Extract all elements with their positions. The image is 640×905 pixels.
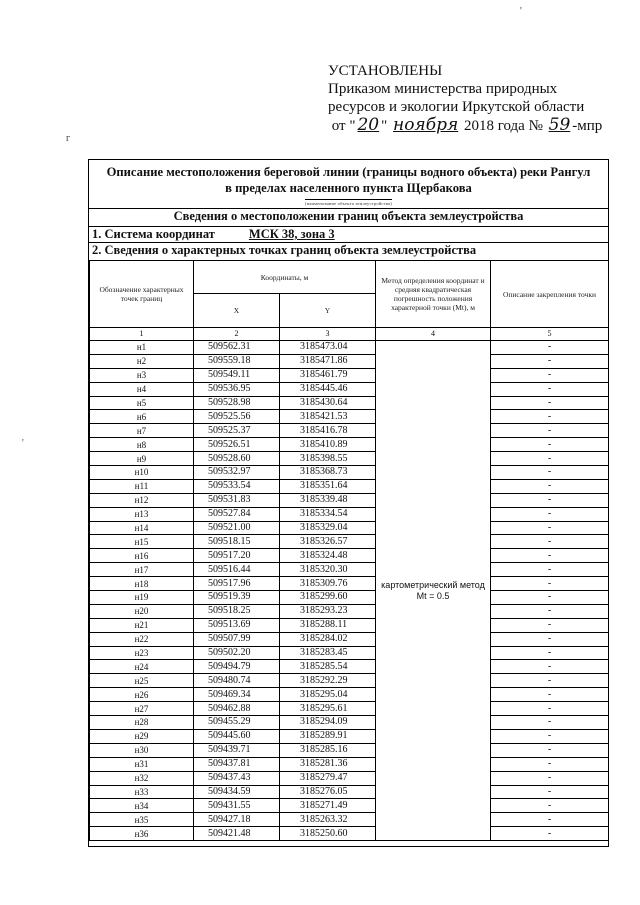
point-label: н3	[90, 368, 194, 382]
point-x: 509445.60	[194, 729, 280, 743]
point-label: н35	[90, 813, 194, 827]
point-y: 3185279.47	[280, 771, 376, 785]
point-description: -	[491, 396, 609, 410]
table-row	[90, 563, 609, 577]
point-x: 509562.31	[194, 341, 280, 355]
point-description: -	[491, 410, 609, 424]
approval-day: 20	[357, 115, 380, 135]
point-x: 509519.39	[194, 591, 280, 605]
table-row	[90, 785, 609, 799]
point-y: 3185471.86	[280, 354, 376, 368]
point-label: н4	[90, 382, 194, 396]
table-row	[90, 521, 609, 535]
point-y: 3185351.64	[280, 479, 376, 493]
approval-line-1: Приказом министерства природных	[328, 81, 558, 97]
point-description: -	[491, 424, 609, 438]
point-y: 3185271.49	[280, 799, 376, 813]
header-point-label: Обозначение характерных точек границ	[90, 261, 194, 328]
point-label: н2	[90, 354, 194, 368]
table-row	[90, 535, 609, 549]
point-x: 509513.69	[194, 618, 280, 632]
approval-block	[328, 62, 628, 135]
table-row	[90, 591, 609, 605]
point-y: 3185320.30	[280, 563, 376, 577]
approval-date-line: от " 20 " ноября 2018 года № 59 -мпр	[331, 115, 603, 135]
point-description: -	[491, 771, 609, 785]
table-row	[90, 466, 609, 480]
table-row	[90, 618, 609, 632]
point-y: 3185445.46	[280, 382, 376, 396]
point-label: н23	[90, 646, 194, 660]
point-description: -	[491, 507, 609, 521]
point-label: н14	[90, 521, 194, 535]
point-label: н5	[90, 396, 194, 410]
point-label: н20	[90, 604, 194, 618]
points-table	[89, 260, 609, 841]
point-description: -	[491, 757, 609, 771]
point-y: 3185299.60	[280, 591, 376, 605]
point-y: 3185398.55	[280, 452, 376, 466]
point-description: -	[491, 688, 609, 702]
header-y: Y	[280, 294, 376, 328]
point-label: н28	[90, 716, 194, 730]
point-description: -	[491, 591, 609, 605]
point-description: -	[491, 341, 609, 355]
point-x: 509517.96	[194, 577, 280, 591]
approval-month: ноября	[393, 115, 459, 135]
table-row	[90, 827, 609, 841]
point-label: н18	[90, 577, 194, 591]
table-row	[90, 424, 609, 438]
point-x: 509528.60	[194, 452, 280, 466]
point-description: -	[491, 827, 609, 841]
point-y: 3185295.61	[280, 702, 376, 716]
margin-mark: '	[22, 438, 24, 449]
point-description: -	[491, 799, 609, 813]
table-row	[90, 354, 609, 368]
point-label: н36	[90, 827, 194, 841]
point-description: -	[491, 577, 609, 591]
point-x: 509494.79	[194, 660, 280, 674]
approval-line-2: ресурсов и экологии Иркутской области	[328, 99, 585, 115]
point-label: н34	[90, 799, 194, 813]
table-row	[90, 410, 609, 424]
point-description: -	[491, 632, 609, 646]
table-row	[90, 757, 609, 771]
header-description: Описание закрепления точки	[491, 261, 609, 328]
table-row	[90, 438, 609, 452]
point-label: н13	[90, 507, 194, 521]
point-x: 509421.48	[194, 827, 280, 841]
point-x: 509536.95	[194, 382, 280, 396]
point-label: н15	[90, 535, 194, 549]
point-label: н25	[90, 674, 194, 688]
point-label: н9	[90, 452, 194, 466]
point-description: -	[491, 813, 609, 827]
point-y: 3185250.60	[280, 827, 376, 841]
point-y: 3185289.91	[280, 729, 376, 743]
point-y: 3185309.76	[280, 577, 376, 591]
point-label: н6	[90, 410, 194, 424]
table-row	[90, 771, 609, 785]
point-x: 509516.44	[194, 563, 280, 577]
point-y: 3185329.04	[280, 521, 376, 535]
point-x: 509455.29	[194, 716, 280, 730]
table-row	[90, 632, 609, 646]
point-x: 509525.37	[194, 424, 280, 438]
point-description: -	[491, 535, 609, 549]
table-row	[90, 382, 609, 396]
point-description: -	[491, 674, 609, 688]
point-label: н32	[90, 771, 194, 785]
table-row	[90, 660, 609, 674]
table-row	[90, 452, 609, 466]
point-x: 509532.97	[194, 466, 280, 480]
table-row	[90, 646, 609, 660]
point-y: 3185461.79	[280, 368, 376, 382]
point-description: -	[491, 521, 609, 535]
point-description: -	[491, 563, 609, 577]
point-x: 509526.51	[194, 438, 280, 452]
table-row	[90, 368, 609, 382]
point-label: н26	[90, 688, 194, 702]
table-row	[90, 729, 609, 743]
point-description: -	[491, 660, 609, 674]
header-method: Метод определения координат и средняя квадратическая погрешность положения характерной точки (Mt), м	[376, 261, 491, 328]
point-x: 509437.43	[194, 771, 280, 785]
point-x: 509462.88	[194, 702, 280, 716]
point-y: 3185324.48	[280, 549, 376, 563]
point-description: -	[491, 604, 609, 618]
point-y: 3185410.89	[280, 438, 376, 452]
point-label: н11	[90, 479, 194, 493]
table-row	[90, 604, 609, 618]
table-row	[90, 493, 609, 507]
column-number: 4	[376, 328, 491, 341]
table-row	[90, 341, 609, 355]
point-label: н30	[90, 743, 194, 757]
point-x: 509531.83	[194, 493, 280, 507]
point-y: 3185285.54	[280, 660, 376, 674]
point-description: -	[491, 646, 609, 660]
point-x: 509469.34	[194, 688, 280, 702]
point-x: 509525.56	[194, 410, 280, 424]
point-description: -	[491, 549, 609, 563]
coordinate-system-value: МСК 38, зона 3	[248, 227, 335, 241]
header-coordinates: Координаты, м	[194, 261, 376, 294]
point-description: -	[491, 716, 609, 730]
header-x: X	[194, 294, 280, 328]
point-description: -	[491, 479, 609, 493]
table-row	[90, 577, 609, 591]
point-label: н29	[90, 729, 194, 743]
point-description: -	[491, 618, 609, 632]
point-y: 3185292.29	[280, 674, 376, 688]
table-row	[90, 716, 609, 730]
point-label: н10	[90, 466, 194, 480]
point-y: 3185295.04	[280, 688, 376, 702]
table-row	[90, 702, 609, 716]
point-x: 509559.18	[194, 354, 280, 368]
point-x: 509502.20	[194, 646, 280, 660]
point-label: н19	[90, 591, 194, 605]
title-caption: (наименование объекта землеустройства)	[305, 201, 392, 206]
point-x: 509527.84	[194, 507, 280, 521]
point-label: н22	[90, 632, 194, 646]
point-label: н21	[90, 618, 194, 632]
point-description: -	[491, 466, 609, 480]
margin-mark: '	[520, 6, 522, 17]
document-title: Описание местоположения береговой линии (границы водного объекта) реки Рангул в пределах населенного пункта Щербакова	[106, 165, 591, 195]
column-number: 3	[280, 328, 376, 341]
point-x: 509533.54	[194, 479, 280, 493]
table-row	[90, 743, 609, 757]
point-y: 3185263.32	[280, 813, 376, 827]
point-x: 509434.59	[194, 785, 280, 799]
column-number: 1	[90, 328, 194, 341]
point-label: н12	[90, 493, 194, 507]
margin-mark: г	[66, 133, 71, 144]
point-y: 3185283.45	[280, 646, 376, 660]
point-y: 3185294.09	[280, 716, 376, 730]
point-label: н17	[90, 563, 194, 577]
point-description: -	[491, 743, 609, 757]
point-x: 509507.99	[194, 632, 280, 646]
point-x: 509521.00	[194, 521, 280, 535]
column-number: 5	[491, 328, 609, 341]
point-y: 3185368.73	[280, 466, 376, 480]
point-y: 3185285.16	[280, 743, 376, 757]
column-number: 2	[194, 328, 280, 341]
table-row	[90, 507, 609, 521]
point-description: -	[491, 785, 609, 799]
table-row	[90, 396, 609, 410]
point-label: н24	[90, 660, 194, 674]
table-row	[90, 549, 609, 563]
point-label: н1	[90, 341, 194, 355]
point-x: 509439.71	[194, 743, 280, 757]
approval-number: 59	[548, 115, 571, 135]
point-description: -	[491, 493, 609, 507]
point-y: 3185284.02	[280, 632, 376, 646]
point-y: 3185276.05	[280, 785, 376, 799]
point-y: 3185293.23	[280, 604, 376, 618]
point-y: 3185416.78	[280, 424, 376, 438]
point-label: н16	[90, 549, 194, 563]
point-x: 509427.18	[194, 813, 280, 827]
point-y: 3185281.36	[280, 757, 376, 771]
point-y: 3185473.04	[280, 341, 376, 355]
point-description: -	[491, 354, 609, 368]
point-label: н33	[90, 785, 194, 799]
point-description: -	[491, 438, 609, 452]
points-title: 2. Сведения о характерных точках границ объекта землеустройства	[92, 243, 477, 257]
point-label: н7	[90, 424, 194, 438]
point-label: н27	[90, 702, 194, 716]
point-label: н31	[90, 757, 194, 771]
coordinate-system: 1. Система координат МСК 38, зона 3	[92, 227, 335, 241]
point-y: 3185334.54	[280, 507, 376, 521]
table-row	[90, 813, 609, 827]
point-x: 509528.98	[194, 396, 280, 410]
point-label: н8	[90, 438, 194, 452]
point-description: -	[491, 729, 609, 743]
point-description: -	[491, 368, 609, 382]
point-x: 509480.74	[194, 674, 280, 688]
point-description: -	[491, 452, 609, 466]
approval-heading: УСТАНОВЛЕНЫ	[328, 63, 443, 79]
point-y: 3185430.64	[280, 396, 376, 410]
table-row	[90, 799, 609, 813]
point-y: 3185421.53	[280, 410, 376, 424]
document-frame	[88, 159, 609, 847]
point-description: -	[491, 702, 609, 716]
point-x: 509431.55	[194, 799, 280, 813]
point-y: 3185288.11	[280, 618, 376, 632]
method-cell: картометрический метод Mt = 0.5	[376, 341, 491, 841]
point-x: 509518.25	[194, 604, 280, 618]
section-title: Сведения о местоположении границ объекта землеустройства	[173, 209, 524, 223]
point-x: 509437.81	[194, 757, 280, 771]
point-x: 509549.11	[194, 368, 280, 382]
point-description: -	[491, 382, 609, 396]
point-y: 3185339.48	[280, 493, 376, 507]
table-row	[90, 674, 609, 688]
table-row	[90, 479, 609, 493]
table-row	[90, 688, 609, 702]
point-y: 3185326.57	[280, 535, 376, 549]
point-x: 509517.20	[194, 549, 280, 563]
point-x: 509518.15	[194, 535, 280, 549]
